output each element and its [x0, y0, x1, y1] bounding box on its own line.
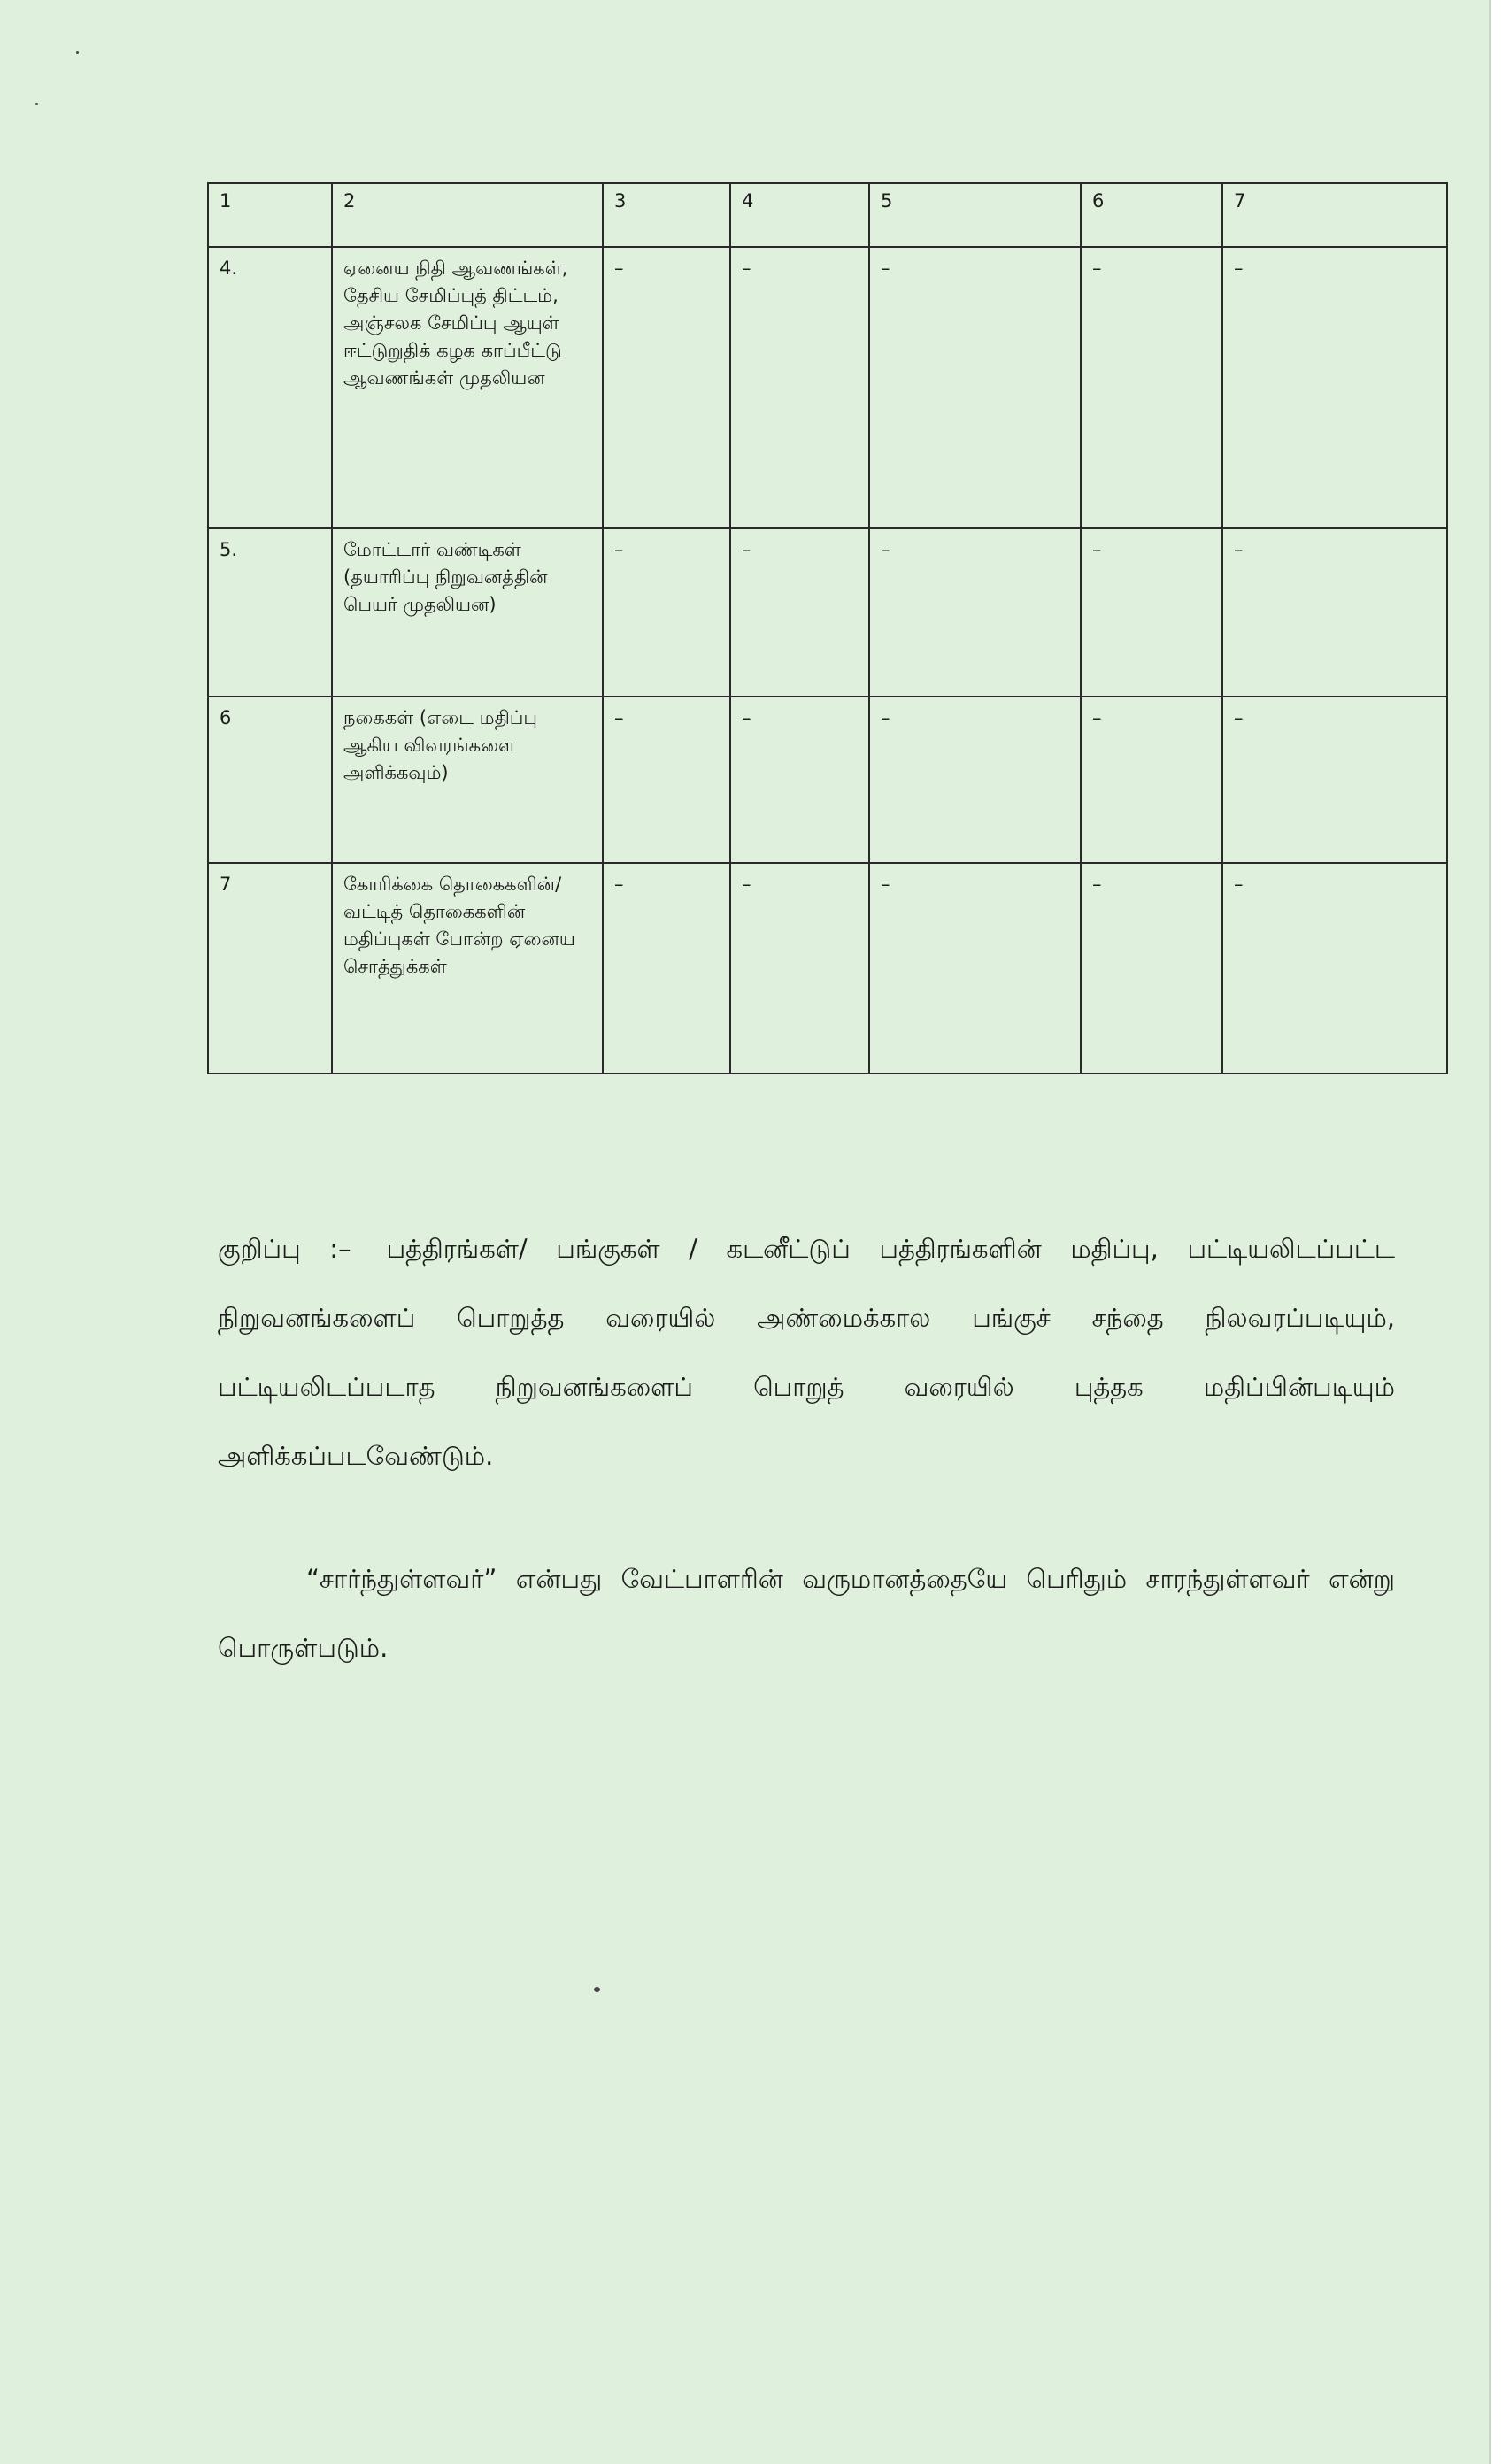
- col-header-3: 3: [603, 183, 730, 247]
- row-value: –: [603, 697, 730, 863]
- header-row: [208, 183, 1447, 247]
- col-header-4: 4: [730, 183, 869, 247]
- row-number: 5.: [208, 528, 332, 697]
- note-paragraph: [218, 1214, 1395, 1490]
- row-number: 7: [208, 863, 332, 1074]
- row-value: –: [603, 247, 730, 528]
- row-value: –: [1081, 697, 1222, 863]
- table-row: [208, 528, 1447, 697]
- col-header-2: 2: [332, 183, 603, 247]
- col-header-1: 1: [208, 183, 332, 247]
- row-description: மோட்டார் வண்டிகள் (தயாரிப்பு நிறுவனத்தின் பெயர் முதலியன): [332, 528, 603, 697]
- row-value: –: [1081, 863, 1222, 1074]
- col-header-5: 5: [869, 183, 1081, 247]
- row-value: –: [1222, 863, 1447, 1074]
- row-value: –: [869, 247, 1081, 528]
- note-label: குறிப்பு :–: [218, 1234, 351, 1264]
- definition-text: “சார்ந்துள்ளவர்” என்பது வேட்பாளரின் வருமானத்தையே பெரிதும் சாரந்துள்ளவர் என்று பொருள்படும்.: [218, 1564, 1395, 1663]
- row-value: –: [1222, 528, 1447, 697]
- row-value: –: [1222, 247, 1447, 528]
- col-header-7: 7: [1222, 183, 1447, 247]
- row-value: –: [869, 528, 1081, 697]
- row-value: –: [603, 528, 730, 697]
- row-number: 6: [208, 697, 332, 863]
- definition-paragraph: [218, 1544, 1395, 1682]
- table-row: [208, 863, 1447, 1074]
- row-value: –: [869, 697, 1081, 863]
- note-text: பத்திரங்கள்/ பங்குகள் / கடனீட்டுப் பத்திரங்களின் மதிப்பு, பட்டியலிடப்பட்ட நிறுவனங்களைப் பொறுத்த வரையில் அண்மைக்கால பங்குச் சந்தை நிலவரப்படியும், பட்டியலிடப்படாத நிறுவனங்களைப் பொறுத் வரையில் புத்தக மதிப்பின்படியும் அளிக்கப்படவேண்டும்.: [218, 1234, 1395, 1471]
- table-row: [208, 697, 1447, 863]
- table-row: [208, 247, 1447, 528]
- row-description: ஏனைய நிதி ஆவணங்கள், தேசிய சேமிப்புத் திட்டம், அஞ்சலக சேமிப்பு ஆயுள் ஈட்டுறுதிக் கழக காப்பீட்டு ஆவணங்கள் முதலியன: [332, 247, 603, 528]
- row-value: –: [1081, 247, 1222, 528]
- row-value: –: [730, 863, 869, 1074]
- assets-table: [207, 182, 1448, 1074]
- scan-speck: [594, 1987, 600, 1992]
- row-number: 4.: [208, 247, 332, 528]
- row-value: –: [730, 247, 869, 528]
- row-value: –: [730, 697, 869, 863]
- col-header-6: 6: [1081, 183, 1222, 247]
- row-description: நகைகள் (எடை மதிப்பு ஆகிய விவரங்களை அளிக்கவும்): [332, 697, 603, 863]
- row-value: –: [730, 528, 869, 697]
- row-value: –: [1222, 697, 1447, 863]
- scan-speck: [35, 103, 38, 105]
- row-value: –: [1081, 528, 1222, 697]
- row-description: கோரிக்கை தொகைகளின்/ வட்டித் தொகைகளின் மதிப்புகள் போன்ற ஏனைய சொத்துக்கள்: [332, 863, 603, 1074]
- row-value: –: [603, 863, 730, 1074]
- row-value: –: [869, 863, 1081, 1074]
- page-edge: [1489, 0, 1510, 2464]
- scan-speck: [76, 51, 79, 54]
